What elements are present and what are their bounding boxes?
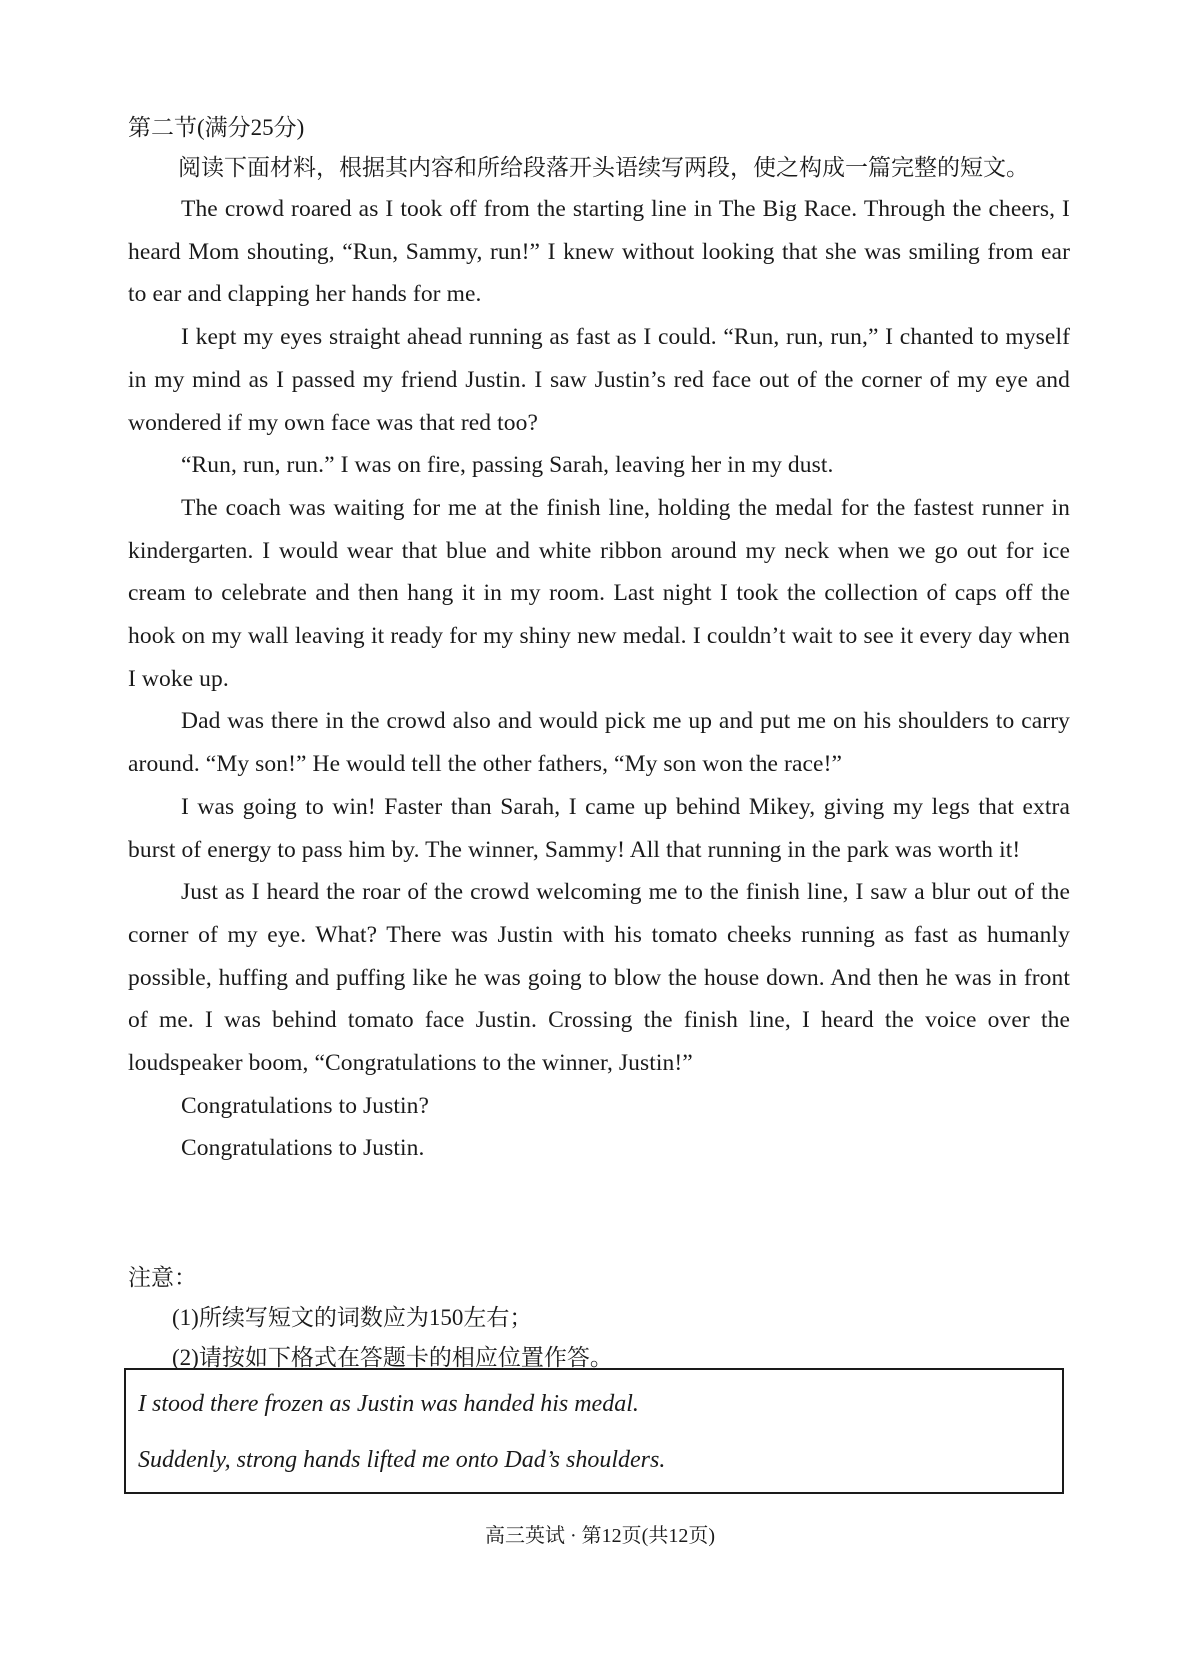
passage-paragraph: Dad was there in the crowd also and would pick me up and put me on his shoulders to carry around. “My son!” He would tell the other fathers, “My son won the race!” [128, 708, 1070, 778]
note-item: (1)所续写短文的词数应为150左右； [172, 1305, 533, 1330]
passage-paragraph: I kept my eyes straight ahead running as fast as I could. “Run, run, run,” I chanted to myself in my mind as I passed my friend Justin. I saw Justin’s red face out of the corner of my eye and wondered if my own face was that red too? [128, 324, 1070, 436]
notes-title: 注意： [128, 1265, 197, 1290]
notes-section [128, 1258, 1070, 1378]
section-instruction: 阅读下面材料，根据其内容和所给段落开头语续写两段，使之构成一篇完整的短文。 [178, 155, 1029, 180]
passage-paragraph: Just as I heard the roar of the crowd welcoming me to the finish line, I saw a blur out of the corner of my eye. What? There was Justin with his tomato cheeks running as fast as humanly possible, huffing and puffing like he was going to blow the house down. And then he was in front of me. I was behind tomato face Justin. Crossing the finish line, I heard the voice over the loudspeaker boom, “Congratulations to the winner, Justin!” [128, 879, 1070, 1077]
passage-paragraph: Congratulations to Justin. [181, 1135, 425, 1162]
passage-paragraph: The coach was waiting for me at the finish line, holding the medal for the fastest runner in kindergarten. I would wear that blue and white ribbon around my neck when we go out for ice cream to celebrate and then hang it in my room. Last night I took the collection of caps off the hook on my wall leaving it ready for my shiny new medal. I couldn’t wait to see it every day when I woke up. [128, 494, 1070, 692]
passage-paragraph: Congratulations to Justin? [181, 1092, 430, 1119]
passage-paragraph: I was going to win! Faster than Sarah, I came up behind Mikey, giving my legs that extra burst of energy to pass him by. The winner, Sammy! All that running in the park was worth it! [128, 793, 1070, 863]
section-title: 第二节(满分25分) [128, 115, 305, 140]
page-footer: 高三英试 · 第12页(共12页) [485, 1525, 715, 1547]
paragraph-opener-1: I stood there frozen as Justin was handed his medal. [138, 1391, 639, 1417]
answer-format-box [124, 1368, 1064, 1494]
passage-paragraph: The crowd roared as I took off from the starting line in The Big Race. Through the cheers, I heard Mom shouting, “Run, Sammy, run!” I knew without looking that she was smiling from ear to ear and clapping her hands for me. [128, 196, 1070, 308]
note-item: (2)请按如下格式在答题卡的相应位置作答。 [172, 1345, 613, 1370]
passage-paragraph: “Run, run, run.” I was on fire, passing Sarah, leaving her in my dust. [181, 452, 834, 479]
paragraph-opener-2: Suddenly, strong hands lifted me onto Dad’s shoulders. [138, 1447, 666, 1473]
reading-passage [128, 188, 1070, 1170]
